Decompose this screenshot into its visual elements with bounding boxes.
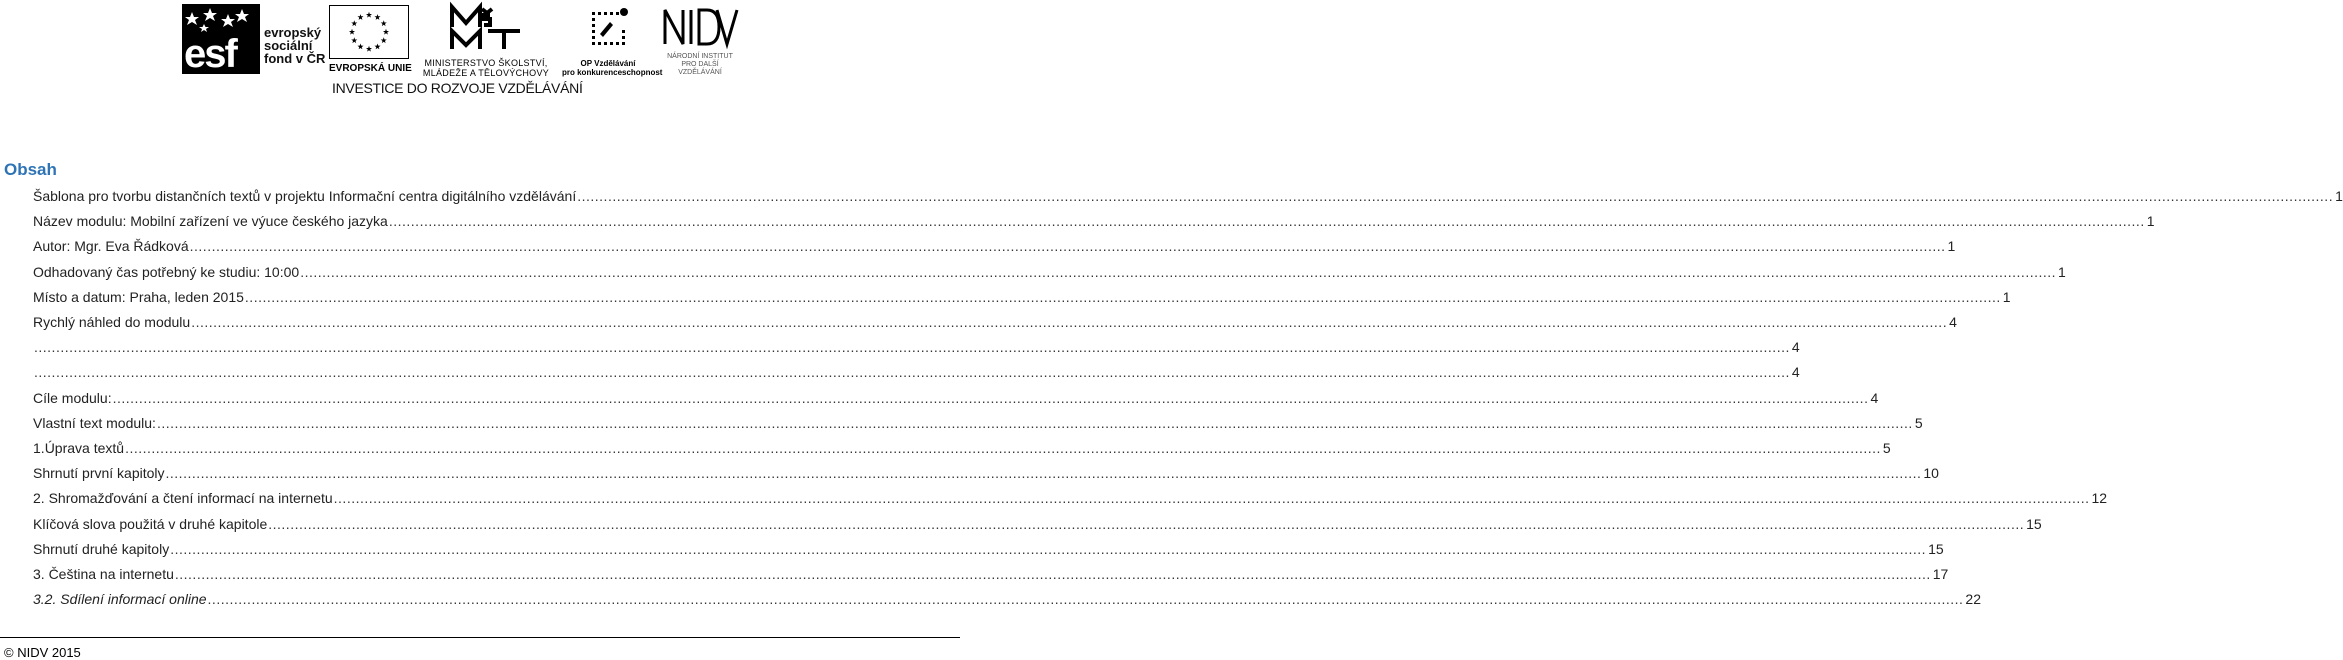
eu-star — [374, 14, 380, 20]
opvk-caption-line: OP Vzdělávání — [580, 59, 636, 68]
toc-entry-page: 4 — [1949, 314, 1957, 330]
eu-star — [374, 44, 380, 50]
msmt-caption — [415, 58, 557, 78]
opvk-caption-line: pro konkurenceschopnost — [562, 68, 663, 77]
opvk-caption — [562, 59, 663, 77]
toc-dot-leader: ................................................................................................................................................................................................................................................................................................................................................................................................................ — [300, 263, 2057, 280]
toc-dot-leader: ................................................................................................................................................................................................................................................................................................................................................................................................................ — [112, 389, 1869, 406]
toc-entry-title: Cíle modulu: — [33, 389, 112, 406]
toc-entry[interactable] — [33, 562, 1949, 582]
toc-dot-leader: ................................................................................................................................................................................................................................................................................................................................................................................................................ — [34, 364, 1790, 381]
toc-entry-title: 2. Shromažďování a čtení informací na internetu — [33, 490, 333, 507]
toc-entry-page: 10 — [1923, 465, 1939, 482]
toc-entry-page: 17 — [1932, 566, 1949, 582]
toc-entry-title: Rychlý náhled do modulu — [33, 314, 191, 330]
opvk-mark-icon — [580, 4, 636, 54]
eu-star — [366, 12, 372, 18]
toc-dot-leader: ................................................................................................................................................................................................................................................................................................................................................................................................................ — [268, 515, 2025, 532]
toc-entry[interactable] — [33, 386, 1879, 406]
footer-copyright: © NIDV 2015 — [4, 645, 81, 660]
toc-entry[interactable] — [33, 587, 1981, 608]
toc-entry-page: 1 — [1947, 238, 1956, 255]
toc-dot-leader: ................................................................................................................................................................................................................................................................................................................................................................................................................ — [191, 314, 1948, 330]
toc-entry[interactable] — [33, 260, 2066, 280]
toc-entry-title: Shrnutí první kapitoly — [33, 465, 165, 482]
toc-entry[interactable] — [33, 411, 1923, 431]
eu-stars-icon — [330, 6, 408, 58]
eu-caption: EVROPSKÁ UNIE — [329, 63, 412, 74]
toc-dot-leader: ................................................................................................................................................................................................................................................................................................................................................................................................................ — [156, 414, 1913, 431]
toc-entry[interactable] — [33, 234, 1956, 255]
toc-entry-page: 5 — [1882, 440, 1891, 456]
nidv-logo — [660, 4, 740, 74]
toc-dot-leader: ................................................................................................................................................................................................................................................................................................................................................................................................................ — [244, 288, 2001, 305]
toc-entry-page: 5 — [1914, 414, 1923, 431]
toc-entry-title: 3. Čeština na internetu — [33, 566, 174, 582]
toc-dot-leader: ................................................................................................................................................................................................................................................................................................................................................................................................................ — [388, 213, 2145, 230]
eu-star — [349, 29, 355, 35]
eu-star — [366, 46, 372, 52]
eu-star — [351, 37, 357, 43]
esf-text-line: sociální — [264, 38, 313, 53]
toc-entry[interactable] — [33, 461, 1939, 482]
toc-entry-page: 1 — [2146, 213, 2155, 230]
toc-entry[interactable] — [33, 184, 2343, 204]
esf-text — [264, 26, 325, 65]
toc-entry-title: Vlastní text modulu: — [33, 414, 156, 431]
esf-text-line: evropský — [264, 25, 322, 40]
toc-entry-number: 1. — [33, 440, 45, 456]
eu-logo — [329, 5, 412, 74]
toc-entry[interactable] — [33, 512, 2042, 532]
eu-star — [357, 14, 363, 20]
esf-text-line: fond v ČR — [264, 51, 326, 66]
toc-entry-page: 15 — [1928, 540, 1944, 557]
msmt-caption-line: MLÁDEŽE A TĚLOVÝCHOVY — [422, 68, 550, 78]
toc-entry-page: 15 — [2026, 515, 2042, 532]
toc-dot-leader: ................................................................................................................................................................................................................................................................................................................................................................................................................ — [165, 465, 1922, 482]
nidv-caption-line: NÁRODNÍ INSTITUT — [667, 53, 733, 60]
opvk-logo — [562, 4, 663, 77]
toc-entry-title: Šablona pro tvorbu distančních textů v projektu Informační centra digitálního vzdělávání — [33, 188, 577, 204]
toc-entry[interactable] — [33, 209, 2155, 230]
investice-tagline: INVESTICE DO ROZVOJE VZDĚLÁVÁNÍ — [332, 80, 583, 96]
toc-heading: Obsah — [4, 160, 57, 179]
toc-dot-leader: ................................................................................................................................................................................................................................................................................................................................................................................................................ — [125, 440, 1881, 456]
msmt-logo — [415, 3, 557, 78]
esf-logo — [182, 4, 326, 76]
toc-dot-leader: ................................................................................................................................................................................................................................................................................................................................................................................................................ — [189, 238, 1946, 255]
toc-entry[interactable] — [33, 486, 2108, 507]
toc-entry-page: 4 — [1870, 389, 1879, 406]
toc-dot-leader: ................................................................................................................................................................................................................................................................................................................................................................................................................ — [170, 540, 1927, 557]
toc-dot-leader: ................................................................................................................................................................................................................................................................................................................................................................................................................ — [207, 591, 1964, 608]
toc-entry-page: 1 — [2335, 188, 2343, 204]
toc-entry[interactable] — [33, 436, 1891, 456]
esf-mark: esf — [182, 4, 260, 74]
eu-star — [383, 29, 389, 35]
toc-entry-title: Název modulu: Mobilní zařízení ve výuce českého jazyka — [33, 213, 388, 230]
toc-entry-page: 12 — [2091, 490, 2108, 507]
toc-entry-title: Klíčová slova použitá v druhé kapitole — [33, 515, 268, 532]
toc-dot-leader: ................................................................................................................................................................................................................................................................................................................................................................................................................ — [34, 339, 1790, 356]
nidv-caption-line: PRO DALŠÍ — [681, 61, 719, 68]
eu-star — [381, 37, 387, 43]
toc-dot-leader: ................................................................................................................................................................................................................................................................................................................................................................................................................ — [333, 490, 2090, 507]
toc-entry[interactable] — [33, 537, 1944, 557]
toc-entry[interactable] — [33, 285, 2011, 305]
nidv-mark-icon — [661, 4, 739, 48]
toc-entry-title: 3.2. Sdílení informací online — [33, 591, 207, 608]
eu-star — [381, 20, 387, 26]
msmt-mark-icon — [446, 3, 526, 51]
toc-dot-leader: ................................................................................................................................................................................................................................................................................................................................................................................................................ — [174, 566, 1931, 582]
logo-header — [0, 0, 960, 100]
nidv-caption — [660, 53, 740, 77]
toc-entry-page: 4 — [1791, 339, 1800, 356]
toc-entry-page: 4 — [1791, 364, 1800, 381]
toc-entry-page: 22 — [1965, 591, 1981, 608]
toc-entry-page: 1 — [2058, 263, 2066, 280]
toc-entry-title: Úprava textů — [44, 440, 125, 456]
toc-entry-page: 1 — [2002, 288, 2011, 305]
eu-star — [357, 44, 363, 50]
toc-entry-title: Odhadovaný čas potřebný ke studiu: 10:00 — [33, 263, 300, 280]
toc-entry-title: Shrnutí druhé kapitoly — [33, 540, 170, 557]
eu-star — [351, 20, 357, 26]
toc-entry[interactable] — [33, 360, 1800, 381]
toc-entry-title: Místo a datum: Praha, leden 2015 — [33, 288, 244, 305]
msmt-caption-line: MINISTERSTVO ŠKOLSTVÍ, — [424, 58, 548, 68]
footer-divider — [0, 637, 960, 638]
toc-dot-leader: ................................................................................................................................................................................................................................................................................................................................................................................................................ — [577, 188, 2334, 204]
nidv-caption-line: VZDĚLÁVÁNÍ — [678, 69, 722, 76]
toc-entry[interactable] — [33, 310, 1957, 330]
eu-flag-icon — [329, 5, 409, 59]
toc-entry[interactable] — [33, 335, 1800, 356]
toc-entry-title: Autor: Mgr. Eva Řádková — [33, 238, 189, 255]
